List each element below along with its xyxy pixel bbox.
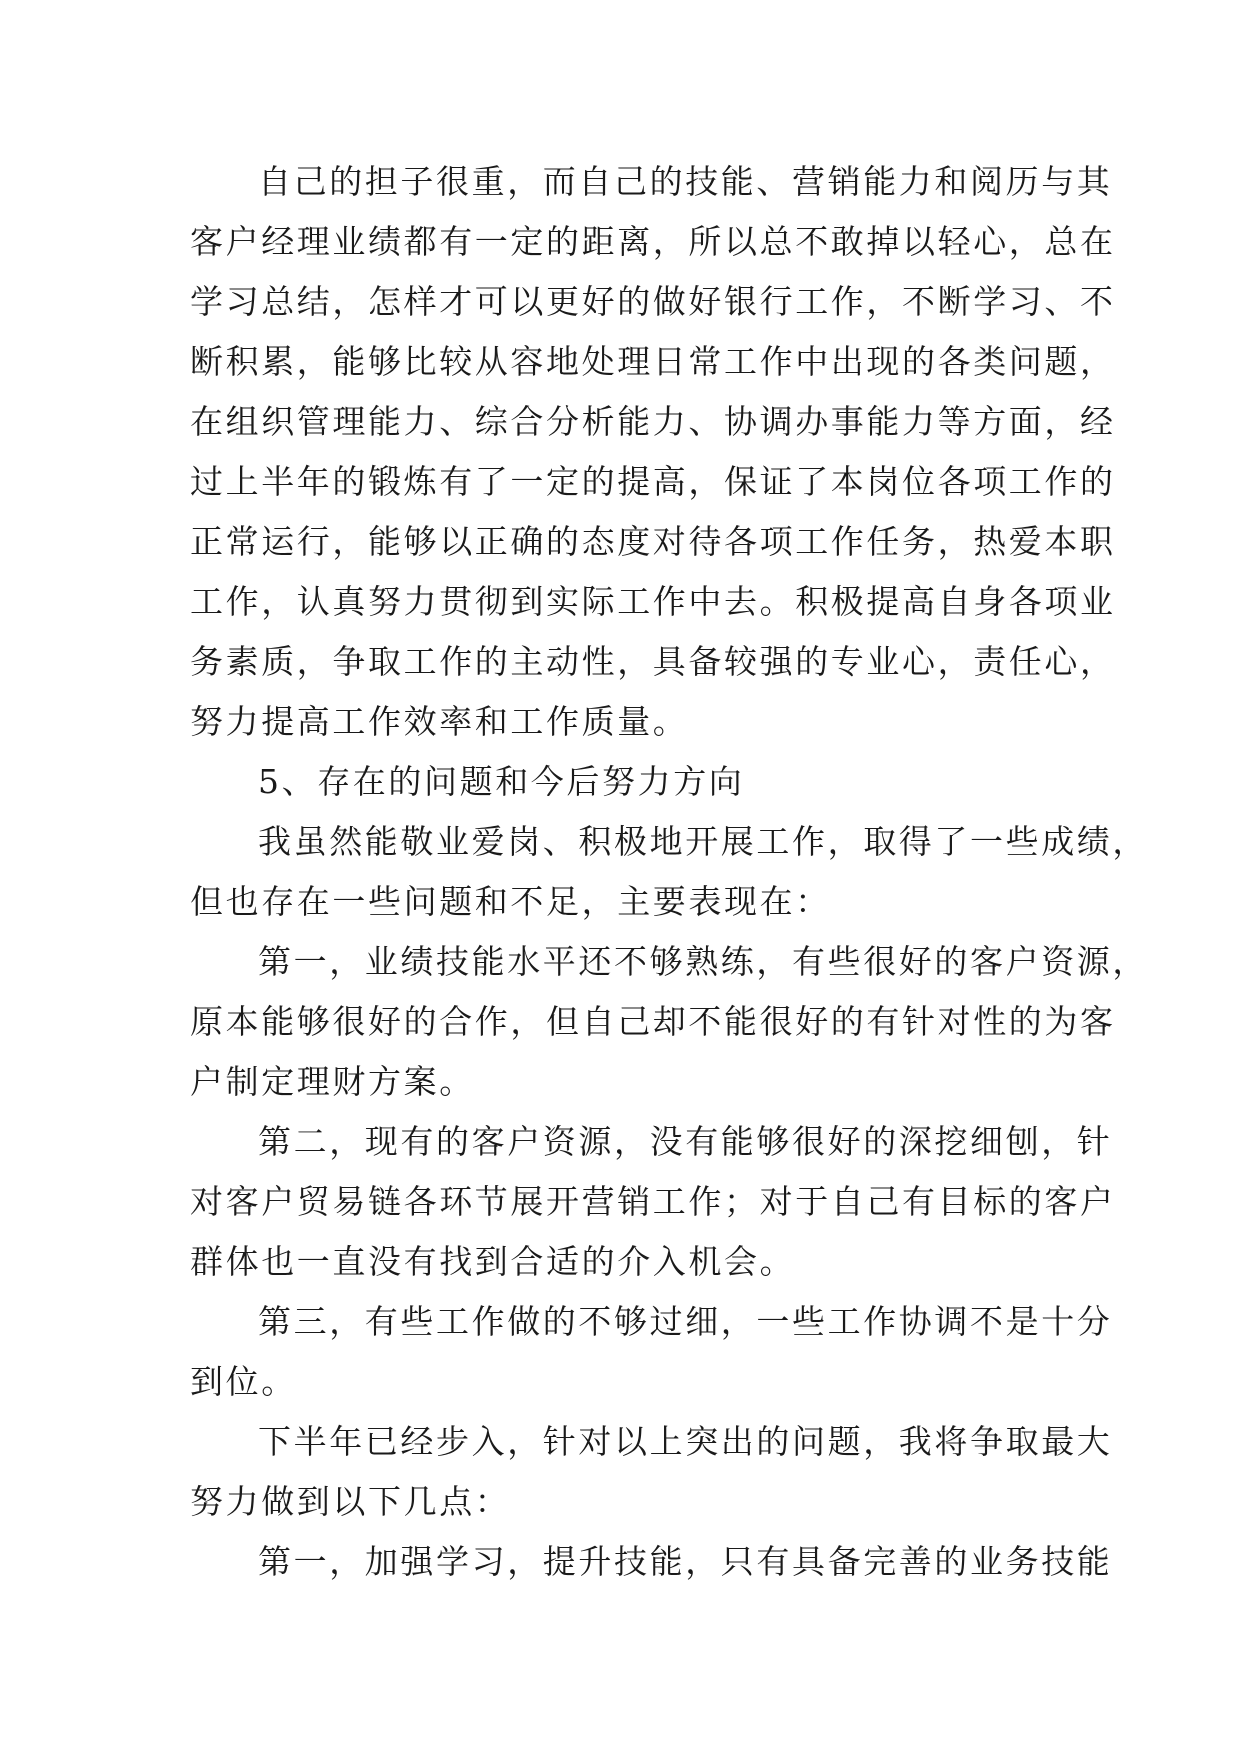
text-line: 务素质，争取工作的主动性，具备较强的专业心，责任心， [190, 642, 1116, 681]
text-line: 第一，业绩技能水平还不够熟练，有些很好的客户资源， [258, 942, 1148, 981]
text-line: 自己的担子很重，而自己的技能、营销能力和阅历与其 [258, 162, 1113, 201]
text-line: 断积累，能够比较从容地处理日常工作中出现的各类问题， [190, 342, 1116, 381]
text-line: 原本能够很好的合作，但自己却不能很好的有针对性的为客 [190, 1002, 1116, 1041]
text-line: 对客户贸易链各环节展开营销工作；对于自己有目标的客户 [190, 1182, 1116, 1221]
text-line: 到位。 [190, 1362, 297, 1401]
text-line: 群体也一直没有找到合适的介入机会。 [190, 1242, 796, 1281]
text-line: 努力提高工作效率和工作质量。 [190, 702, 689, 741]
text-line: 努力做到以下几点： [190, 1482, 511, 1521]
text-line: 下半年已经步入，针对以上突出的问题，我将争取最大 [258, 1422, 1113, 1461]
text-line: 我虽然能敬业爱岗、积极地开展工作，取得了一些成绩， [258, 822, 1148, 861]
document-body [190, 152, 1148, 1592]
text-line: 第二，现有的客户资源，没有能够很好的深挖细刨，针 [258, 1122, 1113, 1161]
text-line: 在组织管理能力、综合分析能力、协调办事能力等方面，经 [190, 402, 1116, 441]
text-line: 过上半年的锻炼有了一定的提高，保证了本岗位各项工作的 [190, 462, 1116, 501]
text-line: 户制定理财方案。 [190, 1062, 475, 1101]
text-line: 第一，加强学习，提升技能，只有具备完善的业务技能 [258, 1542, 1113, 1581]
text-line: 正常运行，能够以正确的态度对待各项工作任务，热爱本职 [190, 522, 1116, 561]
text-line: 但也存在一些问题和不足，主要表现在： [190, 882, 831, 921]
text-line: 学习总结，怎样才可以更好的做好银行工作，不断学习、不 [190, 282, 1116, 321]
text-line: 客户经理业绩都有一定的距离，所以总不敢掉以轻心，总在 [190, 222, 1116, 261]
section-heading: 5、存在的问题和今后努力方向 [258, 762, 745, 801]
text-line: 工作，认真努力贯彻到实际工作中去。积极提高自身各项业 [190, 582, 1116, 621]
text-line: 第三，有些工作做的不够过细，一些工作协调不是十分 [258, 1302, 1113, 1341]
